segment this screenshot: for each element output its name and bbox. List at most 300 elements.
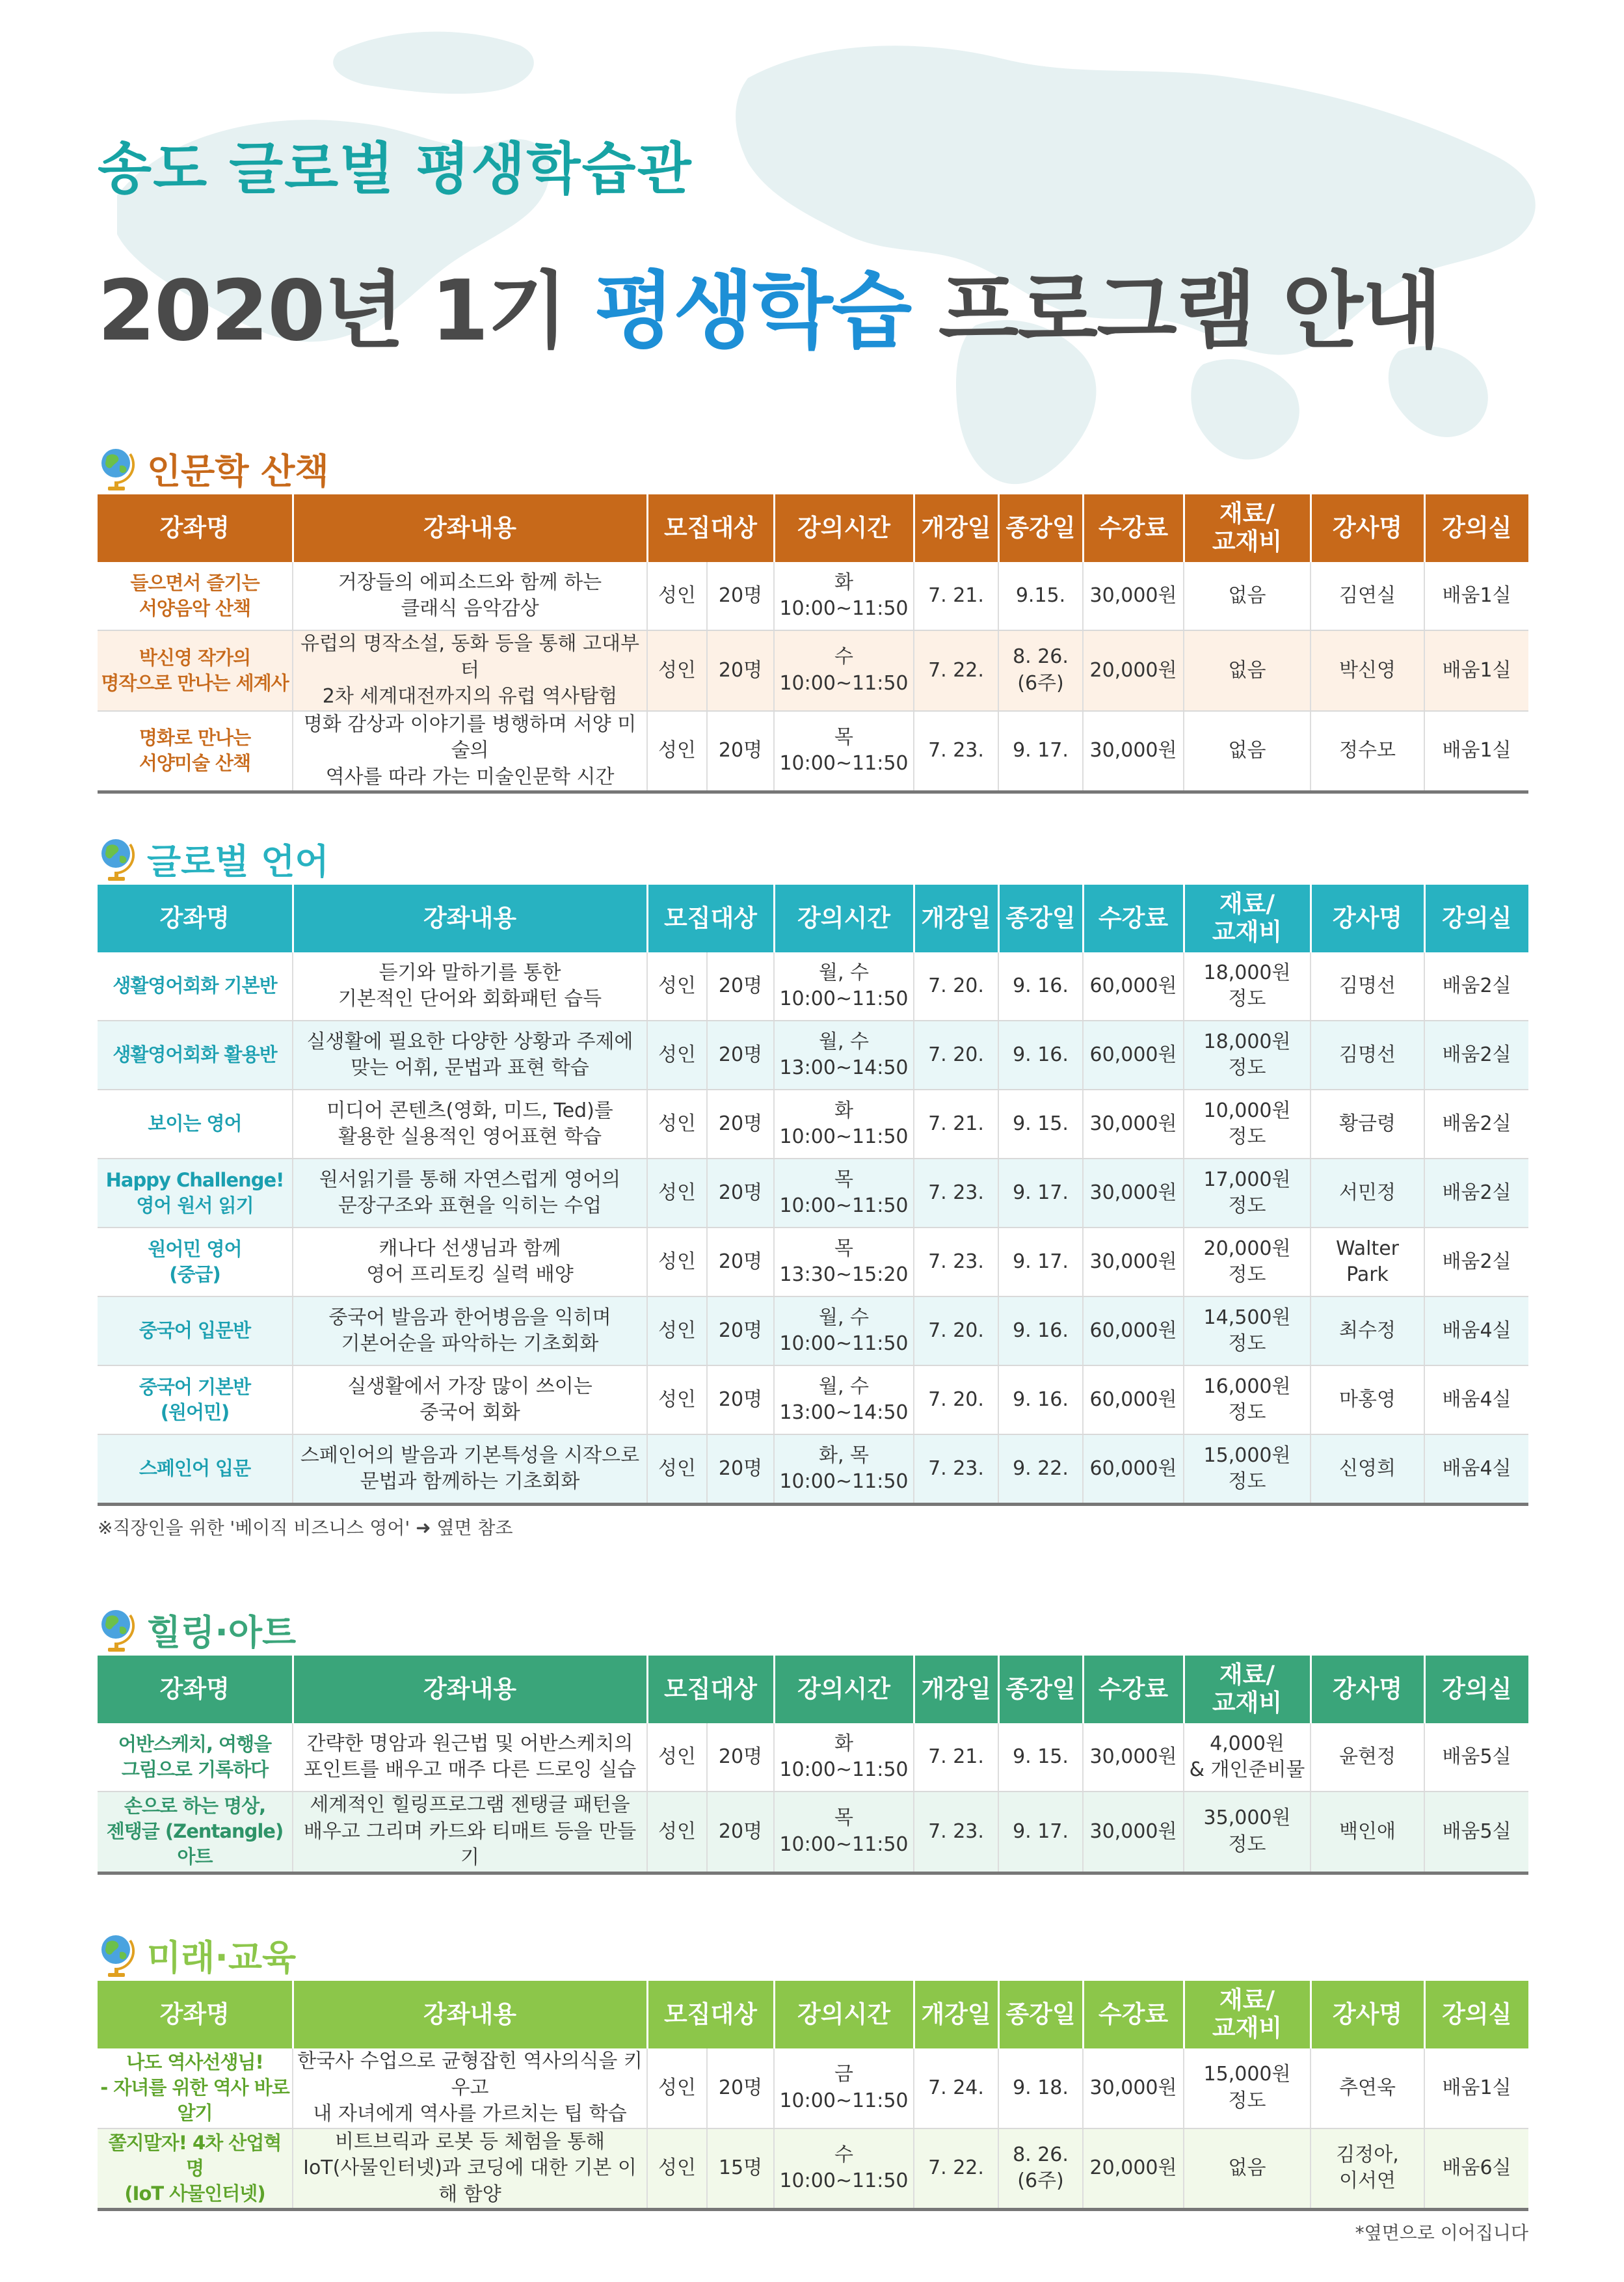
- globe-icon: [98, 1931, 138, 1978]
- header-text: 종강일: [1005, 1674, 1076, 1703]
- target-group: 성인: [648, 1159, 708, 1227]
- end-date-line: 9.15.: [1015, 584, 1066, 607]
- start-date: 7. 21.: [914, 562, 998, 630]
- teacher-line: 김정아,: [1336, 2143, 1399, 2166]
- class-time: [774, 2128, 914, 2210]
- header-col-start: [914, 494, 998, 562]
- header-col-start: [914, 1981, 998, 2048]
- material-fee: [1184, 1021, 1311, 1090]
- class-time-line: 10:00~11:50: [779, 1758, 909, 1781]
- room: 배움4실: [1424, 1434, 1528, 1505]
- end-date: [998, 1159, 1083, 1228]
- end-date-line: 9. 22.: [1013, 1456, 1069, 1480]
- end-date-line: 9. 16.: [1013, 974, 1069, 997]
- teacher: [1311, 711, 1424, 792]
- course-content: [293, 1159, 647, 1228]
- header-col-target: [647, 885, 774, 952]
- material-fee-line: 15,000원: [1203, 2063, 1291, 2086]
- start-date: 7. 21.: [914, 1723, 998, 1792]
- class-time: [774, 711, 914, 792]
- start-date: 7. 23.: [914, 1434, 998, 1505]
- course-content: [293, 2048, 647, 2128]
- material-fee-line: 정도: [1228, 1470, 1266, 1493]
- header-text: 개강일: [921, 904, 991, 932]
- class-time-line: 13:30~15:20: [779, 1263, 909, 1286]
- target-group: 성인: [648, 1435, 708, 1503]
- header-text: 모집대상: [664, 904, 757, 932]
- header-text: 개강일: [921, 2000, 991, 2028]
- class-time-line: 수: [834, 2143, 853, 2166]
- header-text: 모집대상: [664, 1674, 757, 1703]
- course-name: [98, 1228, 293, 1296]
- section-title-text: 미래·교육: [147, 1937, 297, 1978]
- material-fee-line: 15,000원: [1203, 1443, 1291, 1467]
- section-humanities: [98, 442, 1528, 794]
- table-row: [98, 1021, 1528, 1090]
- course-content-line: 문장구조와 표현을 익히는 수업: [338, 1194, 602, 1217]
- material-fee-line: 없음: [1228, 584, 1266, 607]
- target: [647, 562, 774, 630]
- end-date: [998, 1296, 1083, 1365]
- header-text: 강좌명: [159, 2000, 230, 2028]
- table-row: [98, 630, 1528, 711]
- header-col-course-content: [293, 494, 647, 562]
- header-text: 강의시간: [797, 2000, 890, 2028]
- class-time-line: 월, 수: [818, 1375, 870, 1398]
- header-col-room: [1424, 1981, 1528, 2048]
- teacher: [1311, 2048, 1424, 2128]
- table-row: [98, 952, 1528, 1021]
- header-text: 개강일: [921, 1674, 991, 1703]
- fee: 60,000원: [1083, 1434, 1184, 1505]
- end-date: [998, 2048, 1083, 2128]
- class-time: [774, 1159, 914, 1228]
- header-col-teacher: [1311, 1656, 1424, 1723]
- header-col-fee: [1083, 494, 1184, 562]
- header-col-teacher: [1311, 1981, 1424, 2048]
- start-date: 7. 20.: [914, 1021, 998, 1090]
- target-count: 20명: [718, 1250, 763, 1273]
- teacher-line: 김명선: [1339, 1043, 1396, 1066]
- course-name: [98, 711, 293, 792]
- target-count: 20명: [718, 1181, 763, 1204]
- target: [647, 1723, 774, 1792]
- course-content-line: 2차 세계대전까지의 유럽 역사탐험: [322, 685, 618, 708]
- material-fee: [1184, 1296, 1311, 1365]
- header-text: 강좌내용: [423, 2000, 516, 2028]
- header-text: 모집대상: [664, 2000, 757, 2028]
- class-time-line: 13:00~14:50: [779, 1056, 909, 1079]
- header-col-course-name: [98, 1981, 293, 2048]
- course-name: [98, 1090, 293, 1159]
- header-col-target: [647, 1981, 774, 2048]
- section-title: [98, 1929, 1528, 1981]
- course-content-line: 미디어 콘텐츠(영화, 미드, Ted)를: [326, 1099, 613, 1122]
- header-text: 종강일: [1005, 513, 1076, 542]
- page-title: [98, 244, 1441, 364]
- target-count: 20명: [718, 1388, 763, 1411]
- course-name-line: 그림으로 기록하다: [121, 1758, 269, 1780]
- header-text: 재료/: [1219, 1661, 1275, 1689]
- course-name-line: 스페인어 입문: [139, 1457, 251, 1480]
- material-fee-line: 35,000원: [1203, 1806, 1291, 1830]
- end-date: [998, 1228, 1083, 1296]
- teacher-line: 황금령: [1339, 1112, 1396, 1135]
- material-fee-line: 정도: [1228, 1194, 1266, 1217]
- end-date: [998, 1021, 1083, 1090]
- material-fee-line: 없음: [1228, 2156, 1266, 2179]
- course-name-line: 명작으로 만나는 세계사: [101, 671, 289, 694]
- class-time: [774, 1090, 914, 1159]
- teacher-line: 최수정: [1339, 1319, 1396, 1342]
- course-content-line: 원서읽기를 통해 자연스럽게 영어의: [319, 1168, 621, 1191]
- course-name: [98, 1434, 293, 1505]
- header-col-room: [1424, 885, 1528, 952]
- teacher-line: 추연욱: [1339, 2076, 1396, 2099]
- course-content-line: 문법과 함께하는 기초회화: [360, 1470, 580, 1493]
- room: 배움2실: [1424, 1021, 1528, 1090]
- header-text: 종강일: [1005, 904, 1076, 932]
- header-text: 개강일: [921, 513, 991, 542]
- header-col-material: [1184, 1656, 1311, 1723]
- title-suffix: 프로그램 안내: [911, 263, 1441, 360]
- course-name-line: 보이는 영어: [148, 1112, 242, 1135]
- start-date: 7. 23.: [914, 1228, 998, 1296]
- room: 배움5실: [1424, 1723, 1528, 1792]
- fee: 30,000원: [1083, 562, 1184, 630]
- course-name-line: 영어 원서 읽기: [136, 1194, 254, 1216]
- target: [647, 1434, 774, 1505]
- fee: 20,000원: [1083, 2128, 1184, 2210]
- table-body: [98, 562, 1528, 792]
- header-col-course-name: [98, 494, 293, 562]
- class-time-line: 10:00~11:50: [779, 1832, 909, 1856]
- class-time-line: 10:00~11:50: [779, 1125, 909, 1148]
- class-time-line: 수: [834, 645, 853, 669]
- end-date-line: 9. 17.: [1013, 739, 1069, 762]
- start-date: 7. 20.: [914, 952, 998, 1021]
- header-col-end: [998, 885, 1083, 952]
- header-text: 강의실: [1442, 2000, 1512, 2028]
- room: 배움4실: [1424, 1296, 1528, 1365]
- course-name: [98, 1021, 293, 1090]
- course-content: [293, 2128, 647, 2210]
- material-fee-line: 4,000원: [1210, 1732, 1285, 1755]
- course-name-line: - 자녀를 위한 역사 바로알기: [100, 2076, 289, 2125]
- course-content-line: 영어 프리토킹 실력 배양: [366, 1263, 574, 1286]
- header-text: 종강일: [1005, 2000, 1076, 2028]
- header-col-time: [774, 1981, 914, 2048]
- header-text: 강좌명: [159, 513, 230, 542]
- header-text: 강의시간: [797, 1674, 890, 1703]
- class-time-line: 화: [834, 1732, 853, 1755]
- material-fee: [1184, 2048, 1311, 2128]
- target: [647, 1159, 774, 1228]
- course-table: [98, 1981, 1528, 2211]
- course-content-line: 활용한 실용적인 영어표현 학습: [338, 1125, 602, 1148]
- target: [647, 2048, 774, 2128]
- material-fee-line: 없음: [1228, 739, 1266, 762]
- end-date: [998, 1365, 1083, 1434]
- target-group: 성인: [648, 1090, 708, 1158]
- target: [647, 1228, 774, 1296]
- material-fee-line: 정도: [1228, 2089, 1266, 2112]
- course-content: [293, 1723, 647, 1792]
- class-time-line: 화: [834, 1099, 853, 1122]
- class-time-line: 목: [834, 1806, 853, 1830]
- header-col-time: [774, 494, 914, 562]
- teacher-line: 윤현정: [1339, 1745, 1396, 1768]
- course-table: [98, 885, 1528, 1506]
- teacher: [1311, 630, 1424, 711]
- course-content-line: 듣기와 말하기를 통한: [379, 961, 561, 984]
- course-name-line: 쫄지말자! 4차 산업혁명: [108, 2131, 282, 2179]
- header-col-material: [1184, 885, 1311, 952]
- target-count: 20명: [718, 1456, 763, 1480]
- course-content-line: 역사를 따라 가는 미술인문학 시간: [325, 765, 615, 788]
- room: 배움2실: [1424, 1090, 1528, 1159]
- teacher: [1311, 1159, 1424, 1228]
- course-name-line: Happy Challenge!: [105, 1168, 284, 1191]
- course-content-line: 스페인어의 발음과 기본특성을 시작으로: [300, 1443, 640, 1467]
- material-fee: [1184, 952, 1311, 1021]
- course-name: [98, 1723, 293, 1792]
- course-content-line: 기본적인 단어와 회화패턴 습득: [338, 987, 602, 1010]
- end-date-line: 9. 18.: [1013, 2076, 1069, 2099]
- header-text: 재료/: [1219, 890, 1275, 919]
- class-time-line: 목: [834, 725, 853, 749]
- end-date-line: 9. 16.: [1013, 1319, 1069, 1342]
- title-highlight: 평생학습: [594, 263, 911, 360]
- material-fee-line: 정도: [1228, 987, 1266, 1010]
- teacher-line: 신영희: [1339, 1456, 1396, 1480]
- end-date-line: 9. 17.: [1013, 1181, 1069, 1204]
- header-text: 재료/: [1219, 1986, 1275, 2015]
- section-title-text: 힐링·아트: [147, 1611, 297, 1653]
- header-col-course-content: [293, 1981, 647, 2048]
- fee: 30,000원: [1083, 2048, 1184, 2128]
- course-content-line: 간략한 명암과 원근법 및 어반스케치의: [306, 1732, 633, 1755]
- material-fee: [1184, 1228, 1311, 1296]
- target-count: 20명: [718, 974, 763, 997]
- start-date: 7. 20.: [914, 1296, 998, 1365]
- course-name: [98, 1159, 293, 1228]
- start-date: 7. 24.: [914, 2048, 998, 2128]
- material-fee: [1184, 2128, 1311, 2210]
- class-time-line: 화: [834, 570, 853, 594]
- teacher: [1311, 2128, 1424, 2210]
- teacher: [1311, 1228, 1424, 1296]
- material-fee: [1184, 1723, 1311, 1792]
- course-content-line: 거장들의 에피소드와 함께 하는: [338, 570, 602, 594]
- section-healing-art: [98, 1604, 1528, 1875]
- header-text: 교재비: [1212, 1689, 1283, 1717]
- course-table: [98, 1656, 1528, 1875]
- section-global-language: [98, 833, 1528, 1540]
- teacher-line: 이서연: [1339, 2169, 1396, 2193]
- class-time: [774, 1723, 914, 1792]
- target-group: 성인: [648, 1021, 708, 1089]
- fee: 30,000원: [1083, 711, 1184, 792]
- target: [647, 952, 774, 1021]
- end-date-line: 8. 26.: [1013, 2143, 1069, 2166]
- material-fee: [1184, 1365, 1311, 1434]
- class-time: [774, 562, 914, 630]
- target-group: 성인: [648, 1792, 708, 1872]
- teacher: [1311, 1434, 1424, 1505]
- fee: 60,000원: [1083, 1296, 1184, 1365]
- end-date-line: 9. 15.: [1013, 1112, 1069, 1135]
- end-date: [998, 711, 1083, 792]
- course-name-line: 서양미술 산책: [139, 752, 251, 775]
- course-table: [98, 494, 1528, 794]
- header-col-end: [998, 494, 1083, 562]
- material-fee-line: 18,000원: [1203, 1030, 1291, 1053]
- material-fee: [1184, 1434, 1311, 1505]
- material-fee-line: 정도: [1228, 1401, 1266, 1424]
- header-text: 수강료: [1098, 513, 1169, 542]
- course-content-line: 비트브릭과 로봇 등 체험을 통해: [335, 2130, 605, 2153]
- course-content-line: 한국사 수업으로 균형잡힌 역사의식을 키우고: [297, 2050, 643, 2099]
- teacher: [1311, 1296, 1424, 1365]
- room: 배움6실: [1424, 2128, 1528, 2210]
- teacher: [1311, 1723, 1424, 1792]
- header-text: 수강료: [1098, 2000, 1169, 2028]
- section-note: *옆면으로 이어집니다: [1355, 2222, 1528, 2244]
- header-text: 강의시간: [797, 904, 890, 932]
- material-fee-line: 정도: [1228, 1056, 1266, 1079]
- header-text: 모집대상: [664, 513, 757, 542]
- class-time-line: 10:00~11:50: [779, 671, 909, 695]
- course-name-line: 생활영어회화 활용반: [113, 1043, 277, 1066]
- class-time-line: 월, 수: [818, 1030, 870, 1053]
- target-count: 20명: [718, 1819, 763, 1843]
- start-date: 7. 23.: [914, 1159, 998, 1228]
- teacher-line: 김연실: [1339, 584, 1396, 607]
- header-col-teacher: [1311, 494, 1424, 562]
- course-content-line: 실생활에 필요한 다양한 상황과 주제에: [306, 1030, 633, 1053]
- target-group: 성인: [648, 2129, 708, 2208]
- material-fee-line: 17,000원: [1203, 1168, 1291, 1191]
- header-text: 강좌명: [159, 1674, 230, 1703]
- target-group: 성인: [648, 631, 708, 710]
- course-content-line: 클래식 음악감상: [401, 597, 539, 620]
- course-content: [293, 562, 647, 630]
- course-name-line: 중국어 입문반: [139, 1319, 251, 1342]
- header-col-course-content: [293, 1656, 647, 1723]
- header-text: 강사명: [1332, 2000, 1403, 2028]
- end-date: [998, 1792, 1083, 1873]
- target: [647, 711, 774, 792]
- course-content: [293, 1021, 647, 1090]
- course-name-line: 생활영어회화 기본반: [113, 974, 277, 997]
- course-content-line: 유럽의 명작소설, 동화 등을 통해 고대부터: [300, 632, 639, 682]
- header-col-material: [1184, 1981, 1311, 2048]
- target: [647, 630, 774, 711]
- fee: 60,000원: [1083, 952, 1184, 1021]
- room: 배움2실: [1424, 1228, 1528, 1296]
- target-count: 20명: [718, 584, 763, 607]
- class-time-line: 10:00~11:50: [779, 752, 909, 775]
- target-count: 20명: [718, 739, 763, 762]
- table-row: [98, 1228, 1528, 1296]
- target-group: 성인: [648, 2048, 708, 2128]
- course-name: [98, 952, 293, 1021]
- course-name-line: 명화로 만나는: [139, 727, 251, 749]
- course-content: [293, 711, 647, 792]
- target-count: 20명: [718, 1319, 763, 1342]
- header-col-time: [774, 1656, 914, 1723]
- table-row: [98, 1296, 1528, 1365]
- material-fee-line: 14,500원: [1203, 1306, 1291, 1329]
- fee: 30,000원: [1083, 1090, 1184, 1159]
- start-date: 7. 22.: [914, 2128, 998, 2210]
- table-body: [98, 2048, 1528, 2210]
- section-title-text: 인문학 산책: [147, 450, 329, 492]
- target-count: 15명: [718, 2156, 763, 2179]
- teacher-line: Walter Park: [1335, 1237, 1400, 1286]
- course-content: [293, 1228, 647, 1296]
- header-text: 강좌내용: [423, 513, 516, 542]
- course-content: [293, 1365, 647, 1434]
- table-header: [98, 1656, 1528, 1723]
- header-text: 강의실: [1442, 1674, 1512, 1703]
- fee: 30,000원: [1083, 1792, 1184, 1873]
- globe-icon: [98, 445, 138, 492]
- teacher-line: 백인애: [1339, 1819, 1396, 1843]
- header-text: 강사명: [1332, 904, 1403, 932]
- fee: 30,000원: [1083, 1159, 1184, 1228]
- header-text: 강좌내용: [423, 1674, 516, 1703]
- class-time-line: 월, 수: [818, 961, 870, 984]
- target-count: 20명: [718, 658, 763, 682]
- fee: 30,000원: [1083, 1228, 1184, 1296]
- room: 배움4실: [1424, 1365, 1528, 1434]
- teacher: [1311, 1365, 1424, 1434]
- header-col-room: [1424, 494, 1528, 562]
- course-name-line: (원어민): [160, 1401, 230, 1423]
- header-col-course-content: [293, 885, 647, 952]
- globe-icon: [98, 835, 138, 882]
- teacher: [1311, 1021, 1424, 1090]
- class-time: [774, 1792, 914, 1873]
- table-row: [98, 1792, 1528, 1873]
- course-name-line: 원어민 영어: [148, 1237, 242, 1260]
- class-time-line: 10:00~11:50: [779, 1194, 909, 1217]
- table-body: [98, 952, 1528, 1505]
- course-name: [98, 2048, 293, 2128]
- header-text: 교재비: [1212, 918, 1283, 946]
- class-time-line: 10:00~11:50: [779, 1332, 909, 1355]
- course-content-line: 명화 감상과 이야기를 병행하며 서양 미술의: [303, 712, 637, 762]
- class-time-line: 목: [834, 1168, 853, 1191]
- target: [647, 2128, 774, 2210]
- title-prefix: 2020년 1기: [98, 263, 594, 360]
- header-col-fee: [1083, 1656, 1184, 1723]
- class-time: [774, 1365, 914, 1434]
- course-name-line: 손으로 하는 명상,: [124, 1795, 266, 1818]
- header-col-start: [914, 885, 998, 952]
- course-content-line: 배우고 그리며 카드와 티매트 등을 만들기: [303, 1819, 637, 1869]
- class-time-line: 월, 수: [818, 1306, 870, 1329]
- teacher: [1311, 1792, 1424, 1873]
- table-row: [98, 1723, 1528, 1792]
- class-time: [774, 2048, 914, 2128]
- header-col-target: [647, 494, 774, 562]
- end-date-line: 8. 26.: [1013, 645, 1069, 669]
- class-time: [774, 1296, 914, 1365]
- table-header: [98, 1981, 1528, 2048]
